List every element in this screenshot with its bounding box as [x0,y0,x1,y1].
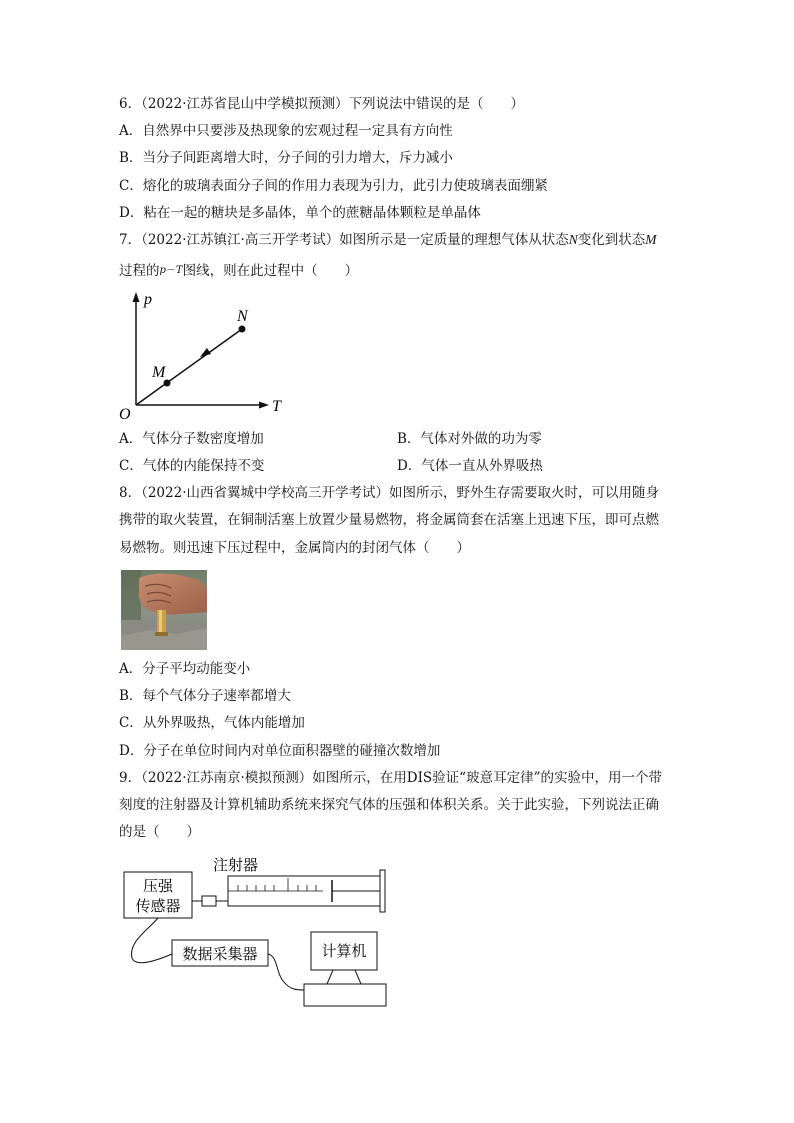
q7-pt-graph [112,284,297,424]
q7-pt-p: p [159,265,166,276]
origin-label: O [119,406,131,423]
q7-var-n: N [568,232,578,247]
syringe-label: 注射器 [213,858,259,874]
p-axis-arrow [133,292,140,302]
q8-option-d: D．分子在单位时间内对单位面积器壁的碰撞次数增加 [119,743,441,759]
fire-piston-photo [121,570,207,650]
t-axis-arrow [259,402,269,409]
q7-option-d: D．气体一直从外界吸热 [397,458,543,474]
q7-stem-b: 变化到状态 [577,232,646,248]
q9-stem-line2: 刻度的注射器及计算机辅助系统来探究气体的压强和体积关系。关于此实验，下列说法正确 [119,797,659,813]
computer-label: 计算机 [321,944,367,960]
q7-pt-t: T [175,265,183,276]
q8-stem-line1: 8．（2022·山西省翼城中学校高三开学考试）如图所示，野外生存需要取火时，可以用随身 [119,485,659,501]
sensor-label-1: 压强 [142,879,174,895]
point-n-label: N [237,308,248,325]
q9-stem-line3: 的是（ ） [119,824,200,840]
point-m-label: M [152,364,166,381]
q9-apparatus-diagram [118,850,398,1012]
q6-stem: 6．（2022·江苏省昆山中学模拟预测）下列说法中错误的是（ ） [119,96,524,112]
p-axis-label: p [144,291,152,308]
syringe-nozzle [202,896,216,906]
q8-option-a: A．分子平均动能变小 [119,661,251,677]
q7-var-m: M [645,232,657,247]
q7-pt-dash: － [165,265,176,276]
q7-option-b: B．气体对外做的功为零 [397,431,542,447]
q8-option-b: B．每个气体分子速率都增大 [119,688,291,704]
q8-option-c: C．从外界吸热，气体内能增加 [119,715,305,731]
q8-stem-line2: 携带的取火装置，在铜制活塞上放置少量易燃物，将金属筒套在活塞上迅速下压，即可点燃 [119,512,659,528]
q9-stem-line1: 9．（2022·江苏南京·模拟预测）如图所示，在用DIS验证“玻意耳定律”的实验中，用一个带 [119,770,662,786]
q7-stem-a: 7．（2022·江苏镇江·高三开学考试）如图所示是一定质量的理想气体从状态 [119,232,569,248]
sensor-cable [131,918,172,963]
q6-option-a: A．自然界中只要涉及热现象的宏观过程一定具有方向性 [119,123,453,139]
q6-option-d: D．粘在一起的糖块是多晶体，单个的蔗糖晶体颗粒是单晶体 [119,205,481,221]
q6-option-b: B．当分子间距离增大时，分子间的引力增大，斥力减小 [119,150,453,166]
monitor-stand [327,970,361,984]
data-collector-label: 数据采集器 [182,947,258,963]
q7-stem-d: 图线，则在此过程中（ ） [182,263,359,279]
computer-base [304,984,386,1006]
q7-option-a: A．气体分子数密度增加 [119,431,264,447]
t-axis-label: T [272,398,281,415]
q8-stem-line3: 易燃物。则迅速下压过程中，金属筒内的封闭气体（ ） [119,540,470,556]
q7-stem-line2 [119,262,358,280]
q6-option-c: C．熔化的玻璃表面分子间的作用力表现为引力，此引力使玻璃表面绷紧 [119,178,548,194]
sensor-label-2: 传感器 [135,899,181,915]
point-n [239,326,246,333]
q7-stem-c: 过程的 [119,263,160,279]
q7-option-c: C．气体的内能保持不变 [119,458,265,474]
q7-stem-line1 [119,231,657,249]
collector-cable [268,954,304,990]
plunger-handle [380,870,385,912]
